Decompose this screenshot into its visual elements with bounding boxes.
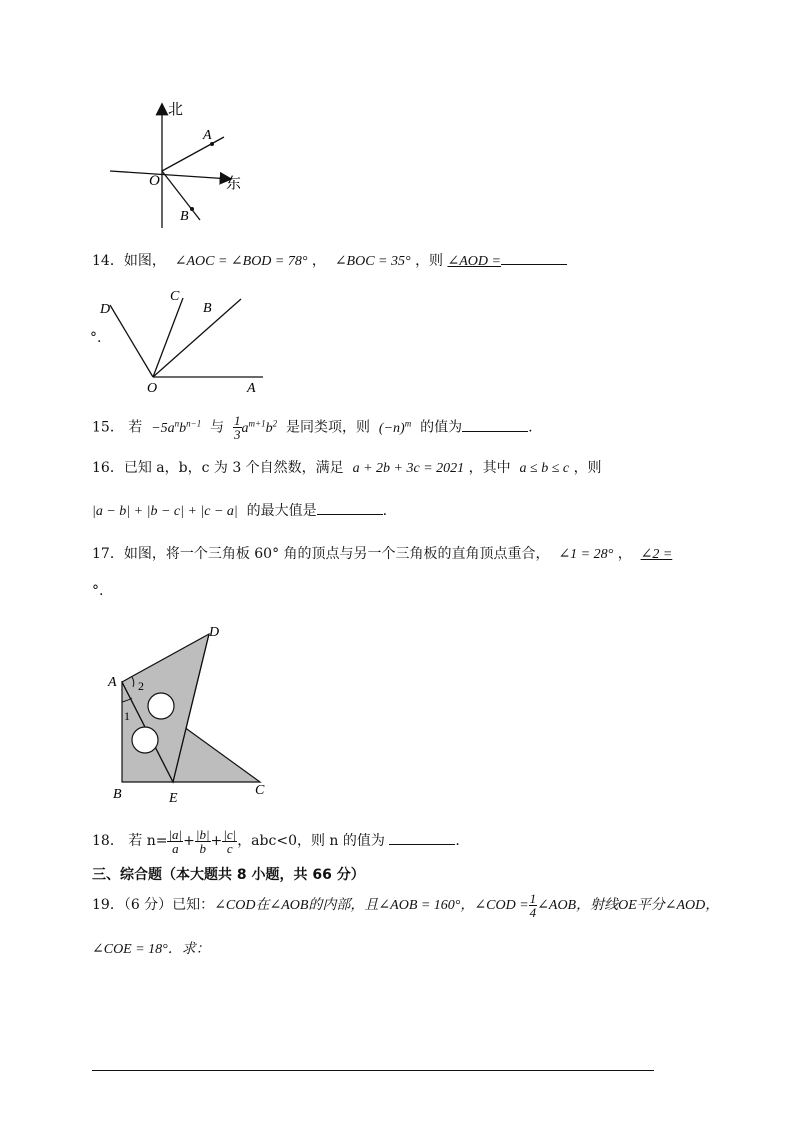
label-a-14: A [247, 381, 256, 396]
q14-number: 14． [92, 253, 124, 269]
q15-fraction: $\frac{1}{3}$ [234, 413, 241, 443]
q17-figure [105, 620, 280, 808]
q15-tail: 的值为 [420, 419, 463, 436]
q14-figure [95, 285, 275, 397]
q17-number: 17． [92, 546, 124, 562]
q14-eq2: ∠BOC = 35° [334, 254, 411, 269]
q17-sep: ， [617, 546, 632, 562]
q19-number: 19． [92, 897, 124, 913]
q16-tail: ，则 [573, 460, 602, 476]
north-label: 北 [168, 102, 184, 118]
label-o-14: O [147, 381, 158, 396]
q16-line1: 已知 a，b，c 为 3 个自然数，满足 [123, 460, 344, 476]
footer-rule [92, 1070, 654, 1071]
label-b-14: B [203, 301, 212, 316]
q16-mid: ，其中 [468, 460, 511, 476]
q15-expr: $(-n)^m$ [378, 418, 412, 436]
ray-ob-14 [153, 299, 241, 377]
q17-degree: °. [92, 583, 104, 599]
q17-text: 如图，将一个三角板 60° 角的顶点与另一个三角板的直角顶点重合， [123, 546, 550, 562]
label-b-17: B [113, 787, 122, 802]
q14-eq1: ∠AOC = ∠BOD = 78° [174, 254, 308, 269]
q15-term2: $a^{m+1}b^2$ [241, 418, 278, 436]
compass-figure [100, 95, 260, 235]
label-b: B [180, 209, 189, 224]
east-label: 东 [226, 176, 242, 192]
q18-fraction-c: $\frac{|c|}{c}$ [223, 826, 237, 856]
label-e-17: E [169, 791, 178, 806]
q15-mid: 是同类项，则 [286, 419, 371, 436]
section-3-title: 三、综合题（本大题共 8 小题，共 66 分） [92, 867, 365, 883]
q18-end: . [455, 833, 460, 849]
q16-answer-blank[interactable] [317, 502, 383, 515]
q15-and: 与 [210, 419, 225, 436]
label-c-14: C [170, 289, 180, 304]
question-19 [92, 890, 719, 921]
q19-part1: ∠COD在∠AOB的内部，且∠AOB = 160°，∠COD = [214, 898, 529, 913]
q18-plus-2: + [210, 833, 223, 849]
q18-fraction-b: $\frac{|b|}{b}$ [195, 826, 210, 856]
question-15 [92, 408, 533, 444]
q14-ask: ∠AOD = [447, 254, 501, 269]
q15-term1: $-5a^nb^{n-1}$ [151, 418, 202, 436]
question-17 [92, 543, 672, 563]
q14-sep: ， [311, 253, 326, 269]
angle-2-label: 2 [138, 679, 144, 693]
q15-if: 若 [128, 419, 143, 436]
q18-number: 18． [92, 833, 124, 849]
q19-fraction: $\frac{1}{4}$ [529, 890, 537, 920]
triangle-hole-2 [132, 727, 158, 753]
q15-number: 15． [92, 419, 124, 436]
q18-fraction-a: $\frac{|a|}{a}$ [168, 826, 183, 856]
east-axis [110, 171, 230, 179]
q16-end: . [382, 503, 388, 519]
label-c-17: C [255, 783, 265, 798]
ray-oa [162, 137, 224, 171]
origin-label: O [149, 173, 160, 189]
q14-then: ，则 [415, 253, 444, 269]
q18-cond: ，abc<0，则 n 的值为 [237, 833, 385, 849]
angle-1-label: 1 [124, 709, 130, 723]
label-d-17: D [209, 625, 220, 640]
ray-od [110, 305, 153, 377]
label-a: A [203, 128, 212, 143]
q18-if: 若 n= [128, 833, 168, 849]
q19-score: （6 分）已知： [123, 897, 215, 913]
point-b [190, 207, 194, 211]
q19-part2: ∠AOB，射线OE平分∠AOD， [537, 898, 720, 913]
q19-line2: ∠COE = 18°．求： [92, 942, 210, 957]
q17-eq: ∠1 = 28° [558, 547, 614, 562]
question-16 [92, 457, 602, 477]
label-a-17: A [108, 675, 117, 690]
q16-number: 16． [92, 460, 124, 476]
q18-answer-blank[interactable] [389, 832, 455, 845]
question-16-line2 [92, 500, 387, 520]
ray-oc [153, 298, 183, 377]
q15-end: . [528, 419, 533, 436]
question-14 [92, 250, 567, 270]
q14-answer-blank[interactable] [501, 252, 567, 265]
q17-ask: ∠2 = [640, 547, 673, 562]
q14-degree: °. [90, 330, 102, 346]
triangle-hole-1 [148, 693, 174, 719]
q16-expr: |a − b| + |b − c| + |c − a| [92, 504, 238, 519]
q14-lead: 如图， [123, 253, 166, 269]
q16-eq: a + 2b + 3c = 2021 [352, 461, 465, 476]
question-18 [92, 826, 460, 856]
q16-ask: 的最大值是 [246, 503, 317, 519]
q16-ineq: a ≤ b ≤ c [519, 461, 570, 476]
label-d-14: D [100, 302, 111, 317]
q18-plus-1: + [183, 833, 195, 849]
q15-answer-blank[interactable] [462, 419, 528, 432]
